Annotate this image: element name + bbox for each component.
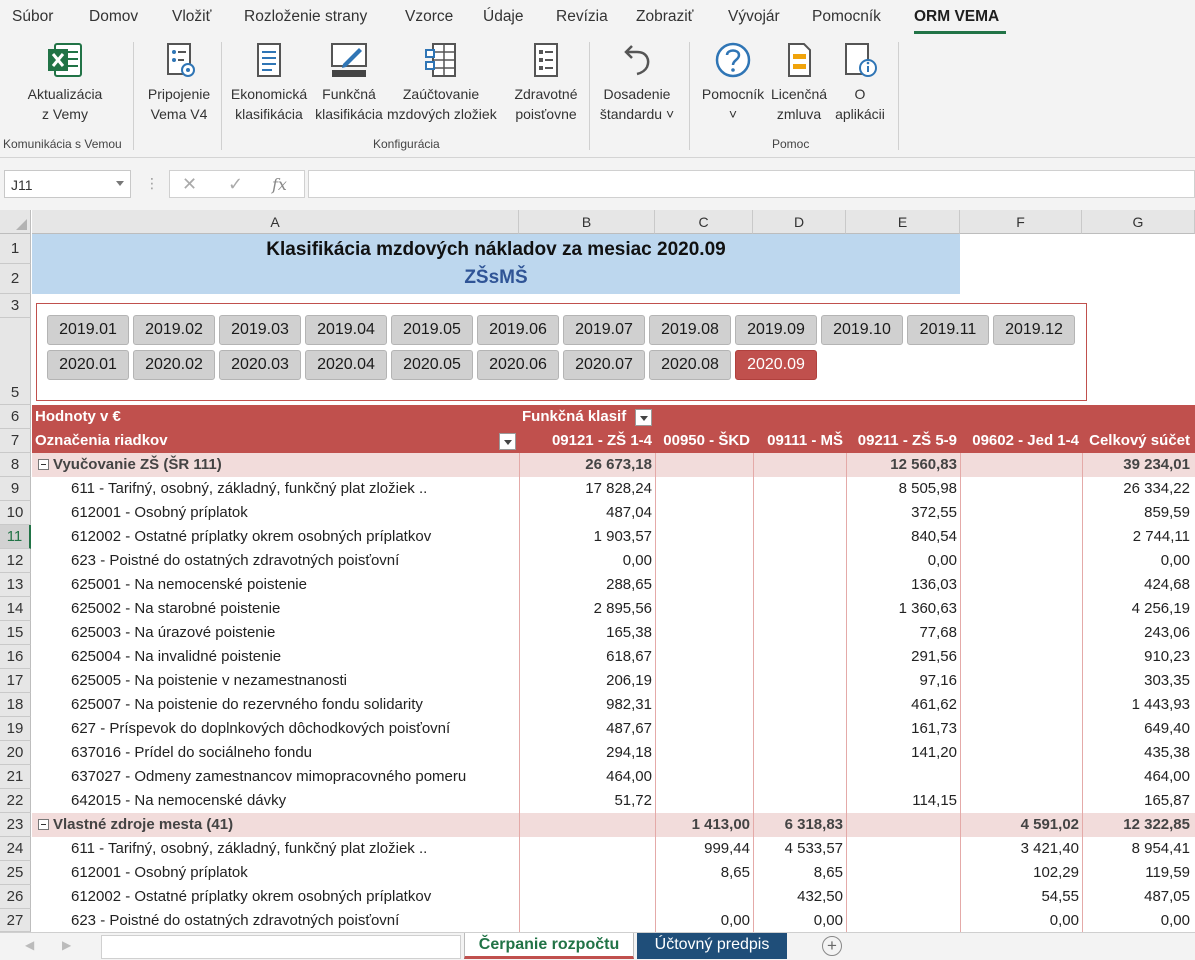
cell-value: 97,16 [919,672,957,689]
slicer-item[interactable]: 2020.03 [219,350,301,380]
slicer-item[interactable]: 2019.02 [133,315,215,345]
slicer-item[interactable]: 2019.03 [219,315,301,345]
row-header[interactable]: 6 [0,405,31,429]
slicer-item[interactable]: 2020.05 [391,350,473,380]
report-subtitle: ZŠsMŠ [464,267,528,288]
license-button[interactable] [768,40,830,124]
pivot-col-header: 09211 - ZŠ 5-9 [857,432,957,449]
cell-value: 0,00 [1160,552,1190,569]
cell-value: 136,03 [911,576,957,593]
cell-value: 8,65 [813,864,843,881]
cell-value: 424,68 [1144,576,1190,593]
cell-value: 4 256,19 [1131,600,1190,617]
cell-value: 1 443,93 [1131,696,1190,713]
column-divider [519,453,520,932]
slicer-item[interactable]: 2019.12 [993,315,1075,345]
economic-label-2: klasifikácia [235,106,303,122]
cell-value: 54,55 [1041,888,1079,905]
formula-buttons [169,170,305,198]
column-divider [960,453,961,932]
about-button[interactable] [830,40,890,124]
slicer-item[interactable]: 2020.08 [649,350,731,380]
connect-label-1: Pripojenie [147,86,211,102]
row-header-selected[interactable]: 11 [0,525,31,549]
row-label: 637016 - Prídel do sociálneho fondu [71,744,313,761]
pivot-row[interactable] [32,909,1195,933]
cell-value: 461,62 [911,696,957,713]
row-header[interactable]: 2 [0,264,31,294]
cell-value: 291,56 [911,648,957,665]
pivot-row[interactable] [32,549,1195,573]
tab-scroll-area [101,935,461,959]
license-label-1: Licenčná [770,86,828,102]
menu-orm-vema[interactable]: ORM VEMA [914,8,1000,25]
cell-value: 165,38 [606,624,652,641]
menu-bar [0,0,1195,36]
group-label-configuration: Konfigurácia [373,137,440,151]
cell-value: 982,31 [606,696,652,713]
column-header-e[interactable]: E [846,210,960,234]
ribbon-separator [898,42,899,150]
checklist-icon [526,40,566,80]
row-filter-dropdown[interactable] [499,433,516,450]
slicer-item[interactable]: 2019.05 [391,315,473,345]
select-all-icon [16,219,27,230]
cell-value: 12 322,85 [1123,816,1190,833]
help-button[interactable] [698,40,768,124]
cell-value: 161,73 [911,720,957,737]
cell-value: 487,67 [606,720,652,737]
cell-value: 114,15 [912,792,957,809]
row-header[interactable]: 24 [0,837,31,861]
about-label-2: aplikácii [835,106,885,122]
pivot-col-header: 09602 - Jed 1-4 [972,432,1079,449]
cell-value: 0,00 [720,912,750,929]
pivot-row[interactable] [32,501,1195,525]
pivot-row[interactable] [32,717,1195,741]
menu-home[interactable]: Domov [89,8,139,25]
posting-label-2: mzdových zložiek [387,106,497,122]
health-label-1: Zdravotné [514,86,578,102]
more-icon: ⋮ [145,175,159,191]
slicer-item[interactable]: 2020.04 [305,350,387,380]
prev-sheet-icon[interactable]: ◀ [25,938,35,952]
row-label: 612001 - Osobný príplatok [71,504,248,521]
cell-value: 2 895,56 [593,600,652,617]
connect-vema-button[interactable] [141,40,217,124]
cell-value: 435,38 [1144,744,1190,761]
edit-document-icon [329,40,369,80]
cell-value: 102,29 [1033,864,1079,881]
cell-value: 487,04 [606,504,652,521]
cell-value: 119,59 [1145,864,1190,881]
cell-value: 39 234,01 [1123,456,1190,473]
pivot-row[interactable] [32,861,1195,885]
column-divider [753,453,754,932]
row-header[interactable]: 1 [0,234,31,264]
pivot-row[interactable] [32,525,1195,549]
menu-help[interactable]: Pomocník [812,8,881,25]
row-label: 612002 - Ostatné príplatky okrem osobných príplatkov [71,888,432,905]
cell-value: 999,44 [704,840,750,857]
column-header-a[interactable]: A [32,210,519,234]
row-header[interactable]: 8 [0,453,31,477]
ribbon-separator [589,42,590,150]
column-header-b[interactable]: B [519,210,655,234]
cell-value: 165,87 [1144,792,1190,809]
chevron-down-icon [640,416,648,421]
undo-icon [617,40,657,80]
row-label: 612001 - Osobný príplatok [71,864,248,881]
menu-data[interactable]: Údaje [483,8,524,25]
column-filter-dropdown[interactable] [635,409,652,426]
row-header[interactable]: 5 [0,318,31,405]
wage-components-posting-button[interactable] [387,40,495,124]
slicer-item[interactable]: 2020.01 [47,350,129,380]
slicer-item[interactable]: 2020.07 [563,350,645,380]
functional-label-1: Funkčná [322,86,376,102]
update-label-1: Aktualizácia [27,86,103,102]
cell-value: 303,35 [1144,672,1190,689]
cell-value: 1 360,63 [898,600,957,617]
pivot-row[interactable] [32,597,1195,621]
slicer-item[interactable]: 2019.01 [47,315,129,345]
row-header[interactable]: 9 [0,477,31,501]
row-label: 637027 - Odmeny zamestnancov mimopracovného pomeru [71,768,467,785]
update-from-vema-button[interactable] [20,40,110,124]
pivot-row[interactable] [32,789,1195,813]
menu-page-layout[interactable]: Rozloženie strany [244,8,368,25]
default-label-1: Dosadenie [603,86,671,102]
about-label-1: O [854,86,866,102]
spreadsheet-grid [0,210,1195,932]
slicer-item[interactable]: 2020.02 [133,350,215,380]
row-label: 627 - Príspevok do doplnkových dôchodkových poisťovní [71,720,451,737]
cell-value: 0,00 [927,552,957,569]
row-header[interactable]: 18 [0,693,31,717]
column-header-g[interactable]: G [1082,210,1195,234]
formula-bar [0,158,1195,210]
cell-value: 859,59 [1144,504,1190,521]
ribbon-separator [133,42,134,150]
row-header[interactable]: 14 [0,597,31,621]
license-document-icon [779,40,819,80]
group-label-communication: Komunikácia s Vemou [3,137,122,151]
cell-value: 4 591,02 [1020,816,1079,833]
cell-value: 0,00 [622,552,652,569]
row-header[interactable]: 3 [0,294,31,318]
column-divider [655,453,656,932]
cell-value: 464,00 [1144,768,1190,785]
collapse-icon[interactable] [38,819,49,830]
update-label-2: z Vemy [42,106,88,122]
cell-value: 1 413,00 [691,816,750,833]
economic-label-1: Ekonomická [230,86,308,102]
cell-value: 288,65 [606,576,652,593]
name-box[interactable] [4,170,131,198]
row-header[interactable]: 21 [0,765,31,789]
cell-value: 12 560,83 [890,456,957,473]
row-label: 625004 - Na invalidné poistenie [71,648,282,665]
connect-label-2: Vema V4 [150,106,208,122]
cell-value: 0,00 [813,912,843,929]
info-icon [840,40,880,80]
cell-value: 243,06 [1144,624,1190,641]
row-header[interactable]: 15 [0,621,31,645]
row-label: 611 - Tarifný, osobný, základný, funkčný plat zložiek .. [71,840,428,857]
row-label: 625001 - Na nemocenské poistenie [71,576,307,593]
cell-value: 77,68 [919,624,957,641]
cell-value: 910,23 [1144,648,1190,665]
health-label-2: poisťovne [515,106,577,122]
menu-insert[interactable]: Vložiť [172,8,212,25]
slicer-item[interactable]: 2019.06 [477,315,559,345]
enter-icon[interactable]: ✓ [228,174,244,194]
pivot-row[interactable] [32,477,1195,501]
row-label: Vyučovanie ZŠ (ŠR 111) [53,456,222,473]
row-header[interactable]: 17 [0,669,31,693]
pivot-row[interactable] [32,765,1195,789]
pivot-row[interactable] [32,837,1195,861]
row-header[interactable]: 20 [0,741,31,765]
ribbon-separator [221,42,222,150]
row-header[interactable]: 22 [0,789,31,813]
name-box-value: J11 [11,177,33,193]
pivot-col-header: 00950 - ŠKD [663,432,750,449]
collapse-icon[interactable] [38,459,49,470]
set-default-button[interactable] [594,40,680,124]
filter-icon [504,440,512,445]
cell-value: 2 744,11 [1132,528,1190,545]
slicer-item[interactable]: 2019.10 [821,315,903,345]
license-label-2: zmluva [776,106,822,122]
ribbon-separator [689,42,690,150]
cell-value: 8,65 [720,864,750,881]
cell-value: 26 673,18 [585,456,652,473]
row-label: 623 - Poistné do ostatných zdravotných poisťovní [71,912,400,929]
ribbon [0,36,1195,158]
row-header[interactable]: 7 [0,429,31,453]
row-label: 625005 - Na poistenie v nezamestnanosti [71,672,348,689]
row-header[interactable]: 12 [0,549,31,573]
cell-value: 0,00 [1160,912,1190,929]
question-icon [713,40,753,80]
cell-value: 3 421,40 [1020,840,1079,857]
pivot-row[interactable] [32,621,1195,645]
row-label: 625003 - Na úrazové poistenie [71,624,276,641]
column-header-c[interactable]: C [655,210,753,234]
row-header[interactable]: 19 [0,717,31,741]
column-header-f[interactable]: F [960,210,1082,234]
cell-value: 294,18 [606,744,652,761]
sheet-tab-cerpanie[interactable]: Čerpanie rozpočtu [464,933,634,959]
slicer-item[interactable]: 2019.09 [735,315,817,345]
slicer-item[interactable]: 2019.08 [649,315,731,345]
row-header[interactable]: 26 [0,885,31,909]
health-insurers-button[interactable] [508,40,584,124]
row-label: 611 - Tarifný, osobný, základný, funkčný plat zložiek .. [71,480,428,497]
row-header[interactable]: 16 [0,645,31,669]
row-label: Vlastné zdroje mesta (41) [53,816,234,833]
sheet-tab-uctovny-predpis[interactable]: Účtovný predpis [637,933,787,959]
excel-icon [45,40,85,80]
column-header-d[interactable]: D [753,210,846,234]
row-header[interactable]: 27 [0,909,31,932]
pivot-col-header: 09111 - MŠ [767,432,843,449]
row-header[interactable]: 23 [0,813,31,837]
pivot-group-row[interactable] [32,813,1195,837]
help-label-1: Pomocník [701,86,765,102]
active-tab-underline [914,31,1006,34]
pivot-row[interactable] [32,645,1195,669]
default-label-2: štandardu ˅ [599,106,675,122]
column-divider [1082,453,1083,932]
insert-function-icon[interactable]: fx [272,175,287,194]
row-label: 623 - Poistné do ostatných zdravotných poisťovní [71,552,400,569]
report-title: Klasifikácia mzdových nákladov za mesiac 2020.09 [266,239,726,260]
cancel-icon[interactable]: ✕ [182,174,198,194]
cell-value: 206,19 [606,672,652,689]
cell-value: 8 954,41 [1131,840,1190,857]
pivot-row[interactable] [32,741,1195,765]
report-title-block [32,234,960,294]
cell-value: 487,05 [1144,888,1190,905]
slicer-item-selected[interactable]: 2020.09 [735,350,817,380]
menu-review[interactable]: Revízia [556,8,608,25]
row-label: 625007 - Na poistenie do rezervného fondu solidarity [71,696,423,713]
slicer-item[interactable]: 2019.04 [305,315,387,345]
formula-input[interactable] [308,170,1195,198]
cell-value: 26 334,22 [1123,480,1190,497]
pivot-col-header: 09121 - ZŠ 1-4 [551,432,652,449]
slicer-item[interactable]: 2019.11 [907,315,989,345]
cell-value: 141,20 [911,744,957,761]
cell-value: 649,40 [1144,720,1190,737]
row-label: 642015 - Na nemocenské dávky [71,792,287,809]
cell-value: 464,00 [606,768,652,785]
menu-view[interactable]: Zobraziť [636,8,694,25]
grid-table-icon [421,40,461,80]
pivot-values-label: Hodnoty v € [35,408,121,425]
next-sheet-icon[interactable]: ▶ [62,938,72,952]
connection-settings-icon [159,40,199,80]
pivot-row[interactable] [32,669,1195,693]
cell-value: 840,54 [911,528,957,545]
pivot-row[interactable] [32,573,1195,597]
pivot-col-header: Celkový súčet [1089,432,1190,449]
cell-value: 618,67 [606,648,652,665]
slicer-item[interactable]: 2019.07 [563,315,645,345]
cell-value: 51,72 [614,792,652,809]
column-divider [846,453,847,932]
pivot-row[interactable] [32,885,1195,909]
cell-value: 8 505,98 [898,480,957,497]
cell-value: 1 903,57 [593,528,652,545]
row-header[interactable]: 13 [0,573,31,597]
menu-developer[interactable]: Vývojár [728,8,780,25]
cell-value: 432,50 [797,888,843,905]
row-label: 625002 - Na starobné poistenie [71,600,281,617]
row-label: 612002 - Ostatné príplatky okrem osobných príplatkov [71,528,432,545]
chevron-down-icon[interactable] [116,181,124,186]
functional-label-2: klasifikácia [315,106,383,122]
pivot-group-row[interactable] [32,453,1195,477]
pivot-header [32,405,1195,453]
document-list-icon [249,40,289,80]
period-slicer [36,303,1087,401]
cell-value: 4 533,57 [784,840,843,857]
pivot-row[interactable] [32,693,1195,717]
menu-file[interactable]: Súbor [12,8,54,25]
row-header[interactable]: 25 [0,861,31,885]
select-all-button[interactable] [0,210,31,234]
cell-value: 6 318,83 [784,816,843,833]
add-sheet-icon[interactable]: + [822,936,842,956]
help-label-2: ˅ [728,106,738,122]
cell-value: 0,00 [1049,912,1079,929]
cell-value: 17 828,24 [585,480,652,497]
sheet-tab-bar [0,932,1195,960]
functional-classification-button[interactable] [311,40,387,124]
menu-formulas[interactable]: Vzorce [405,8,454,25]
pivot-column-field: Funkčná klasif [522,408,627,425]
pivot-row-label: Označenia riadkov [35,432,168,449]
posting-label-1: Zaúčtovanie [402,86,480,102]
slicer-item[interactable]: 2020.06 [477,350,559,380]
cell-value: 372,55 [911,504,957,521]
economic-classification-button[interactable] [226,40,312,124]
row-header[interactable]: 10 [0,501,31,525]
group-label-help: Pomoc [772,137,810,151]
